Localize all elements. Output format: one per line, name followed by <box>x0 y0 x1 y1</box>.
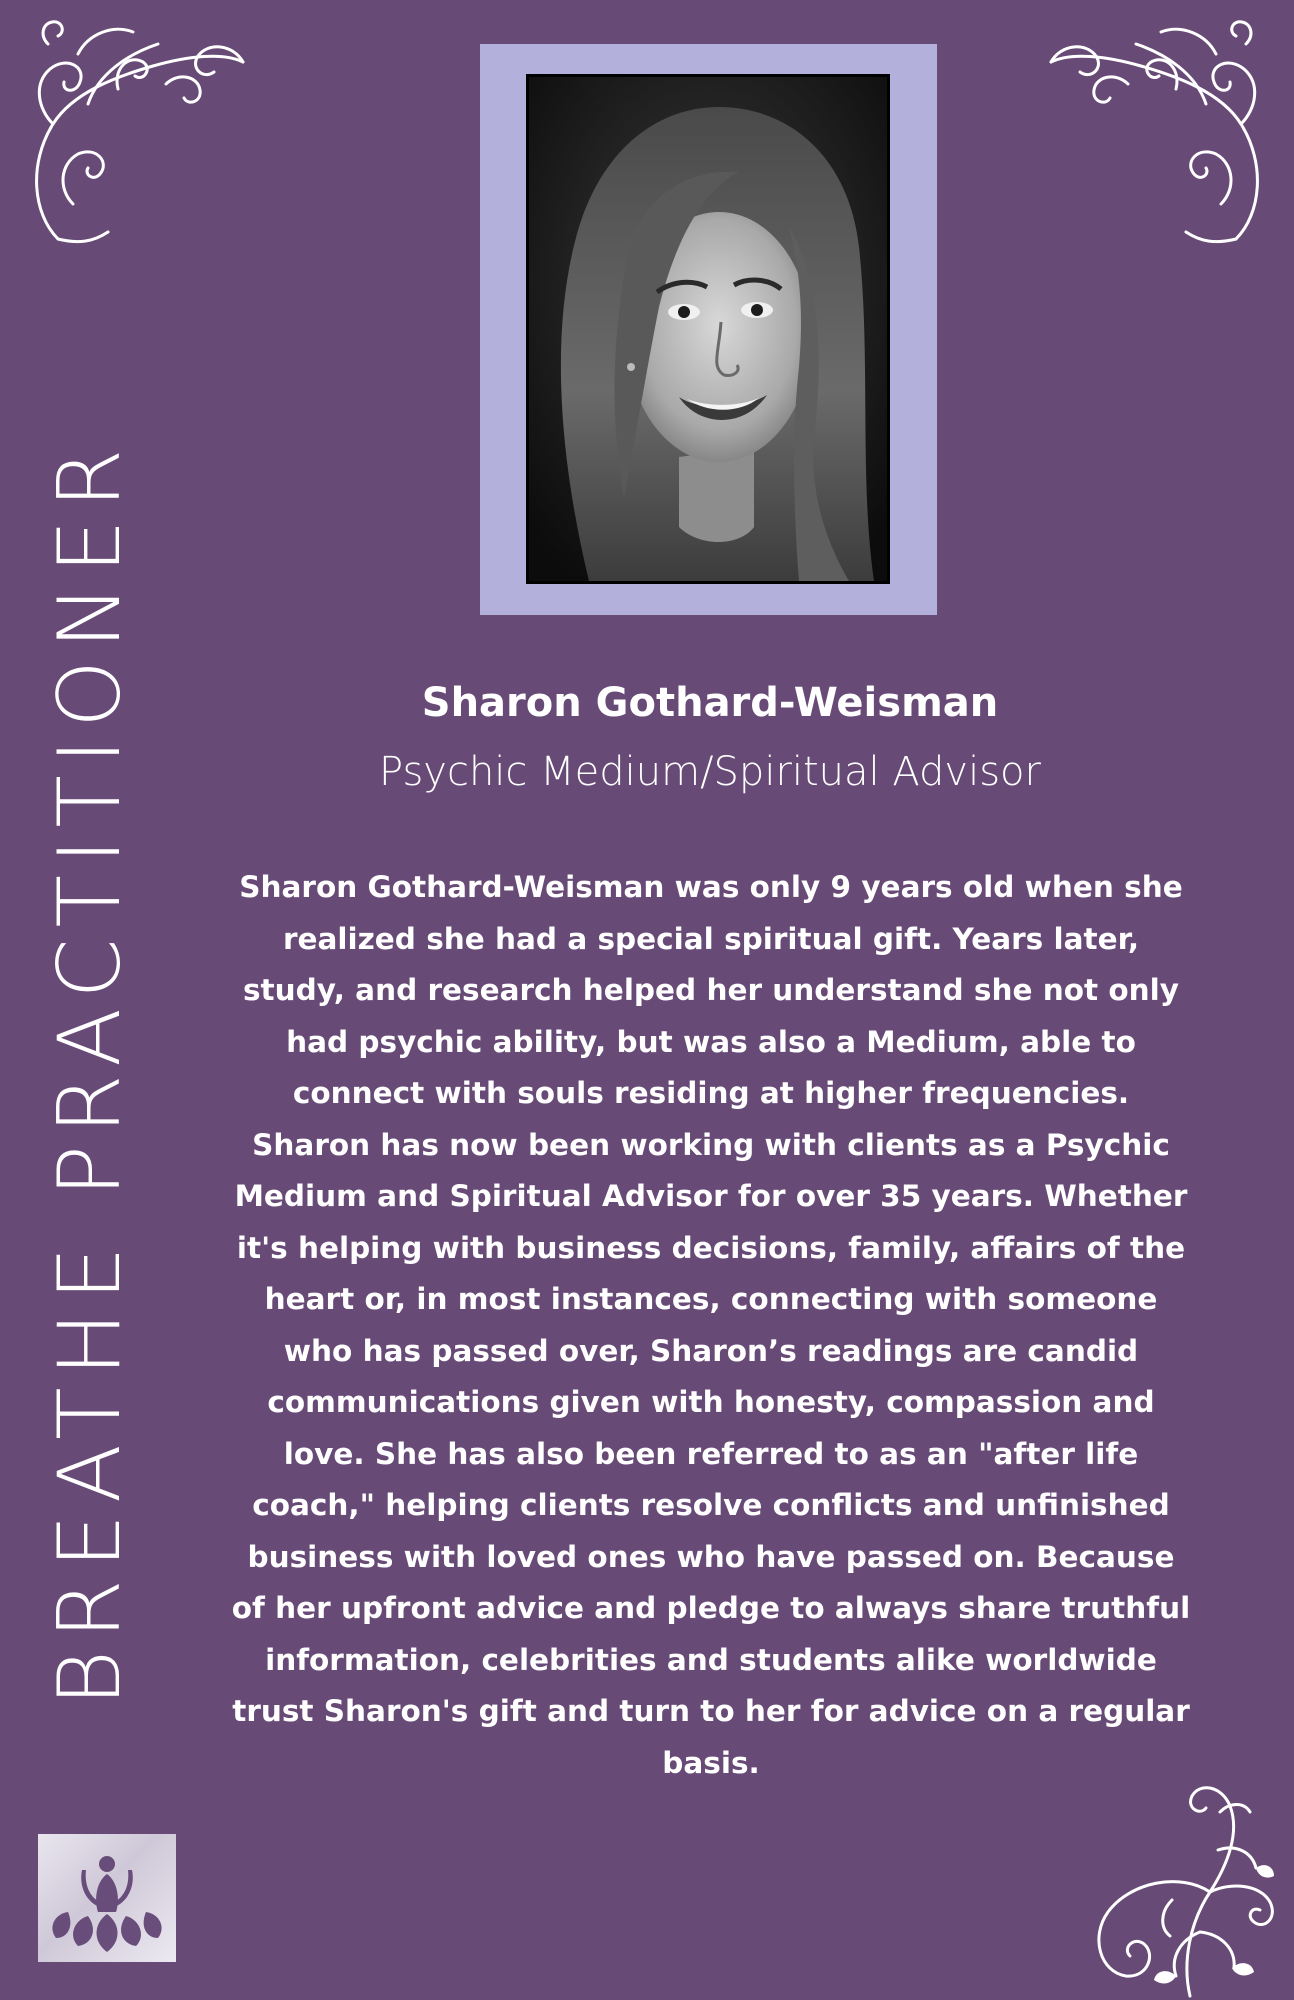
bio-paragraph <box>196 862 1226 1789</box>
top-right-flourish-icon <box>1046 14 1276 244</box>
bio-line: connect with souls residing at higher frequencies. <box>292 1076 1130 1110</box>
practitioner-title: Psychic Medium/Spiritual Advisor <box>379 749 1041 795</box>
side-heading: BREATHE PRACTITIONER <box>40 437 140 1707</box>
bio-line: it's helping with business decisions, family, affairs of the <box>236 1230 1186 1265</box>
bio-line: Medium and Spiritual Advisor for over 35 years. Whether <box>234 1179 1188 1213</box>
bio-line: heart or, in most instances, connecting with someone <box>264 1282 1158 1316</box>
bio-line: Sharon has now been working with clients as a Psychic <box>252 1127 1170 1162</box>
bio-line: trust Sharon's gift and turn to her for advice on a regular <box>232 1694 1190 1728</box>
bio-line: information, celebrities and students alike worldwide <box>265 1642 1157 1677</box>
portrait-photo <box>526 74 890 584</box>
bio-line: love. She has also been referred to as an "after life <box>283 1436 1139 1471</box>
bio-line: of her upfront advice and pledge to always share truthful <box>231 1591 1191 1625</box>
bio-line: study, and research helped her understand she not only <box>242 973 1179 1007</box>
bio-line: communications given with honesty, compassion and <box>267 1385 1155 1419</box>
bio-line: who has passed over, Sharon’s readings are candid <box>283 1333 1139 1368</box>
practitioner-name: Sharon Gothard-Weisman <box>421 680 999 726</box>
bio-line: coach," helping clients resolve conflicts and unfinished <box>252 1488 1170 1522</box>
bio-line: business with loved ones who have passed on. Because <box>247 1539 1175 1574</box>
bottom-right-flourish-icon <box>1060 1772 1282 1998</box>
top-left-flourish-icon <box>18 14 248 244</box>
bio-line: had psychic ability, but was also a Medium, able to <box>286 1024 1136 1059</box>
bio-line: Sharon Gothard-Weisman was only 9 years old when she <box>239 870 1183 904</box>
bio-line: basis. <box>662 1745 760 1780</box>
bio-line: realized she had a special spiritual gift. Years later, <box>282 921 1140 956</box>
lotus-logo-icon <box>38 1834 176 1962</box>
